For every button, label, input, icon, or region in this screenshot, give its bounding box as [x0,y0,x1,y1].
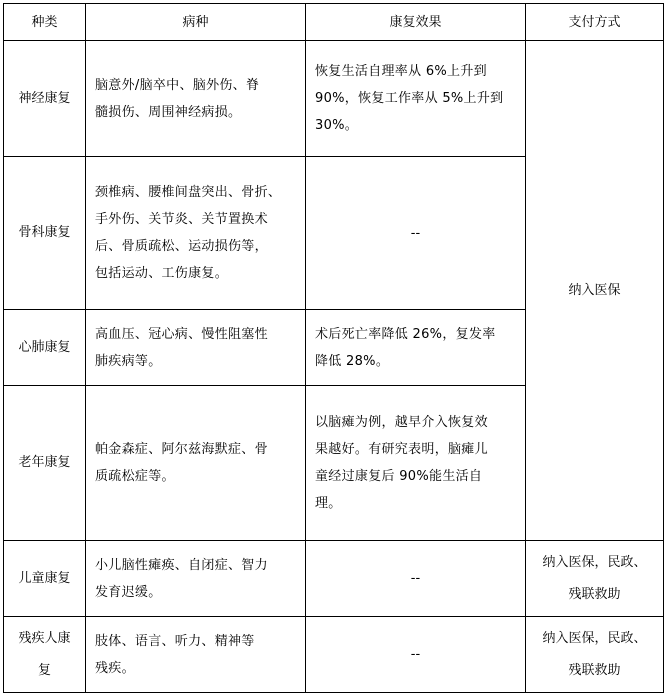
disease-cell [86,386,306,541]
category-text: 老年康复 [18,455,71,470]
disease-text: 小儿脑性瘫痪、自闭症、智力 [95,557,268,573]
effect-text: 恢复生活自理率从 6%上升到 [315,64,487,79]
disease-cell [86,617,306,693]
category-text: 残疾人康 [18,630,71,646]
effect-text: 术后死亡率降低 26%，复发率 [315,326,496,342]
category-cell [4,157,86,310]
category-cell [4,310,86,386]
category-text: 儿童康复 [18,570,71,586]
category-text: 骨科康复 [18,225,71,240]
effect-cell [306,41,526,157]
header-row [4,4,664,41]
disease-cell [86,157,306,310]
disease-text: 髓损伤、周围神经病损。 [95,104,242,120]
effect-cell [306,157,526,310]
payment-cell [526,541,664,617]
header-payment: 支付方式 [526,4,664,41]
effect-cell [306,617,526,693]
effect-text: 以脑瘫为例，越早介入恢复效 [315,415,488,430]
disease-text: 质疏松症等。 [95,469,175,484]
effect-text: -- [410,647,421,662]
disease-text: 后、骨质疏松、运动损伤等， [95,239,268,254]
category-cell [4,541,86,617]
effect-text: 30%。 [315,118,359,133]
header-effect: 康复效果 [306,4,526,41]
table-row [4,41,664,157]
category-cell [4,41,86,157]
table-row [4,541,664,617]
disease-text: 脑意外/脑卒中、脑外伤、脊 [95,77,260,93]
disease-text: 帕金森症、阿尔兹海默症、骨 [95,442,268,457]
category-text: 复 [37,662,51,678]
category-text: 心肺康复 [18,339,71,355]
category-text: 神经康复 [18,90,71,106]
payment-cell-merged [526,41,664,541]
effect-cell [306,386,526,541]
disease-cell [86,41,306,157]
disease-cell [86,310,306,386]
disease-text: 包括运动、工伤康复。 [95,266,229,281]
effect-text: -- [410,225,421,241]
payment-text: 纳入医保 [568,282,621,298]
disease-text: 颈椎病、腰椎间盘突出、骨折、 [95,185,282,200]
payment-cell [526,617,664,693]
header-category: 种类 [4,4,86,41]
payment-text: 纳入医保，民政、 [542,630,647,646]
rehab-table [3,3,664,693]
disease-text: 残疾。 [95,660,135,676]
effect-text: 理。 [315,496,342,511]
payment-text: 残联救助 [568,662,621,678]
disease-text: 肺疾病等。 [95,353,162,369]
payment-text: 残联救助 [568,586,621,602]
effect-cell [306,541,526,617]
payment-text: 纳入医保，民政、 [542,554,647,570]
disease-text: 高血压、冠心病、慢性阻塞性 [95,326,268,342]
disease-text: 发育迟缓。 [95,584,162,600]
disease-cell [86,541,306,617]
effect-text: 果越好。有研究表明，脑瘫儿 [315,442,488,457]
category-cell [4,386,86,541]
category-cell [4,617,86,693]
header-disease: 病种 [86,4,306,41]
effect-text: 降低 28%。 [315,353,390,369]
effect-text: -- [410,571,421,586]
disease-text: 手外伤、关节炎、关节置换术 [95,212,268,227]
effect-cell [306,310,526,386]
table-row [4,617,664,693]
effect-text: 90%，恢复工作率从 5%上升到 [315,91,504,106]
effect-text: 童经过康复后 90%能生活自 [315,469,483,484]
disease-text: 肢体、语言、听力、精神等 [95,633,255,649]
